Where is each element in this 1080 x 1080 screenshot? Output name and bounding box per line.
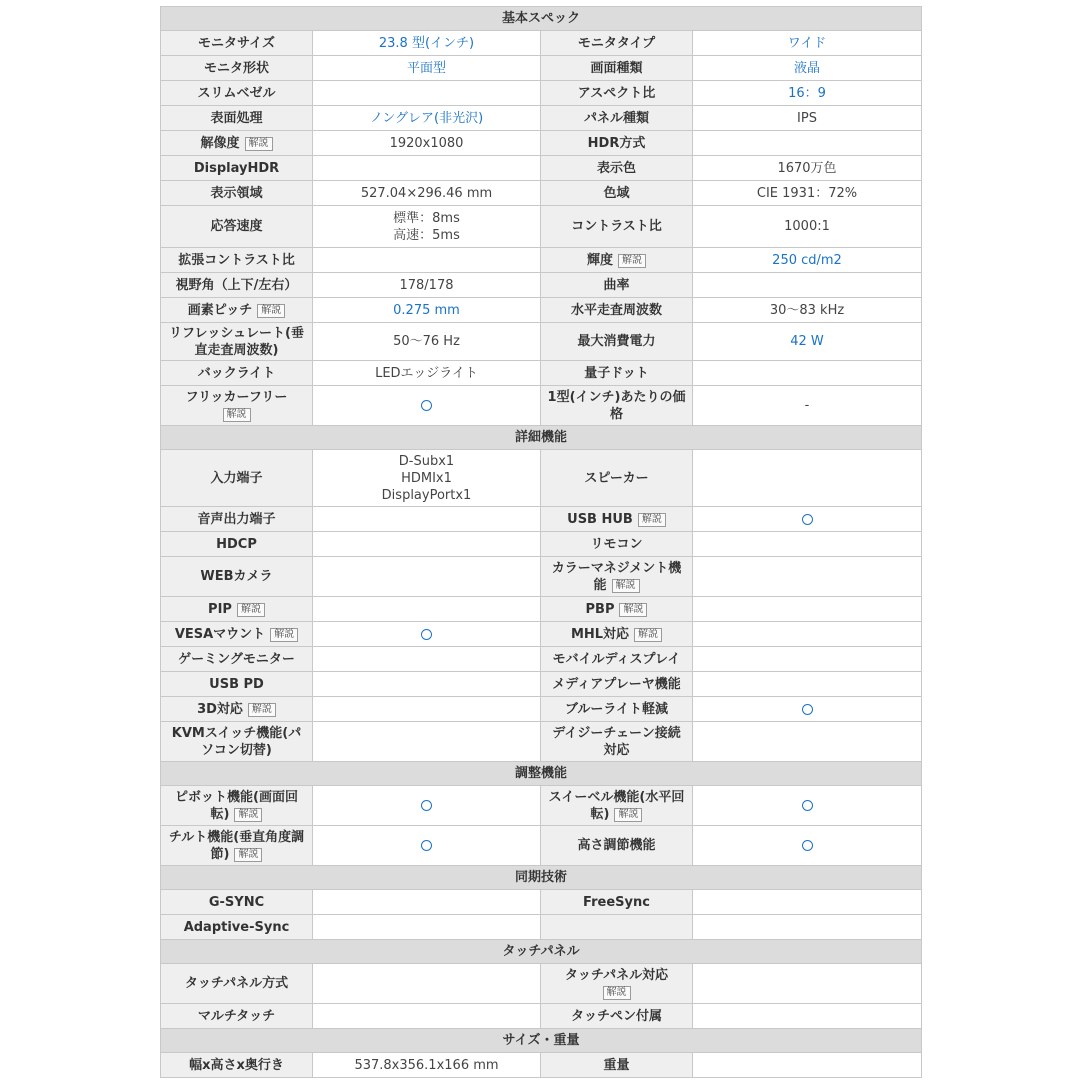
spec-row (161, 56, 922, 81)
spec-label (541, 361, 693, 386)
spec-value (313, 386, 541, 426)
spec-row (161, 622, 922, 647)
spec-label (161, 697, 313, 722)
spec-value (693, 697, 922, 722)
spec-label (161, 81, 313, 106)
spec-row (161, 672, 922, 697)
spec-label-text: 直走査周波数) (194, 342, 279, 358)
spec-label (161, 507, 313, 532)
spec-label-text: G-SYNC (208, 894, 265, 910)
spec-row (161, 890, 922, 915)
spec-label-text: タッチパネル対応 (564, 967, 669, 983)
spec-label-text: 音声出力端子 (197, 511, 276, 527)
spec-label (541, 81, 693, 106)
spec-label-text: モバイルディスプレイ (552, 651, 681, 667)
supported-circle-icon (802, 840, 813, 851)
kaisetsu-button[interactable]: 解説 (245, 137, 273, 151)
spec-value (313, 81, 541, 106)
spec-label-text: 輝度 (586, 252, 613, 268)
spec-label (541, 298, 693, 323)
spec-label-text: リモコン (590, 536, 643, 552)
supported-circle-icon (421, 400, 432, 411)
spec-row (161, 507, 922, 532)
supported-circle-icon (421, 629, 432, 640)
spec-value (313, 106, 541, 131)
spec-value (693, 532, 922, 557)
supported-circle-icon (421, 840, 432, 851)
spec-label-text: ソコン切替) (201, 742, 272, 758)
kaisetsu-button[interactable]: 解説 (270, 628, 298, 642)
spec-label (161, 323, 313, 361)
spec-label-text: WEBカメラ (200, 569, 273, 584)
spec-label-text: ブルーライト軽減 (564, 701, 669, 717)
spec-value (313, 156, 541, 181)
spec-label-text: 3D対応 (197, 701, 243, 717)
spec-label-text: 幅x高さx奥行き (189, 1057, 284, 1073)
spec-label-text: 重量 (603, 1057, 630, 1073)
spec-value (693, 386, 922, 426)
spec-table (160, 6, 922, 1078)
spec-label (161, 826, 313, 866)
spec-label (161, 386, 313, 426)
spec-label-text: 対応 (603, 742, 630, 758)
spec-value (693, 672, 922, 697)
spec-label (541, 597, 693, 622)
spec-value (693, 273, 922, 298)
spec-value (693, 31, 922, 56)
spec-value (693, 131, 922, 156)
spec-label (541, 386, 693, 426)
spec-value (693, 248, 922, 273)
spec-label-text: PIP (208, 601, 232, 617)
section-header-row (161, 940, 922, 964)
spec-label (161, 786, 313, 826)
spec-row (161, 273, 922, 298)
spec-value-text[interactable]: 0.275 mm (393, 302, 460, 318)
spec-label (541, 56, 693, 81)
spec-label (541, 181, 693, 206)
spec-label (161, 964, 313, 1004)
spec-table-body (161, 7, 922, 1078)
spec-label (161, 722, 313, 762)
spec-value (693, 81, 922, 106)
spec-value (693, 361, 922, 386)
spec-value (693, 298, 922, 323)
spec-label-text: Adaptive-Sync (183, 919, 290, 935)
spec-value (693, 181, 922, 206)
spec-label-text: 応答速度 (210, 219, 263, 234)
spec-row (161, 786, 922, 826)
spec-value-text[interactable]: 平面型 (406, 60, 446, 76)
spec-label-text: 水平走査周波数 (570, 302, 662, 318)
spec-label (541, 248, 693, 273)
spec-label-text: チルト機能(垂直角度調 (168, 829, 305, 845)
spec-value (313, 56, 541, 81)
section-title: 調整機能 (161, 762, 922, 786)
spec-label-text: マルチタッチ (197, 1008, 276, 1024)
section-header-row (161, 762, 922, 786)
spec-value-text: 50～76 Hz (393, 334, 460, 349)
kaisetsu-button[interactable]: 解説 (257, 304, 285, 318)
spec-value-text: 1670万色 (777, 160, 837, 176)
spec-label-text: HDR方式 (587, 135, 646, 151)
spec-value (313, 964, 541, 1004)
spec-value (313, 1053, 541, 1078)
spec-label-text: コントラスト比 (571, 219, 662, 234)
spec-label (541, 697, 693, 722)
spec-label-text: リフレッシュレート(垂 (168, 325, 305, 341)
spec-label (161, 647, 313, 672)
spec-label (541, 826, 693, 866)
spec-value-text[interactable]: 16：9 (788, 85, 826, 101)
spec-label-text: デイジーチェーン接続 (552, 725, 681, 741)
spec-value-text[interactable]: ノングレア(非光沢) (369, 110, 484, 126)
spec-label (161, 248, 313, 273)
spec-value (693, 964, 922, 1004)
spec-label-text: 視野角（上下/左右） (175, 277, 298, 293)
spec-value (693, 915, 922, 940)
spec-value-text: 537.8x356.1x166 mm (354, 1057, 499, 1073)
spec-label (161, 450, 313, 507)
spec-label-text: パネル種類 (583, 110, 649, 126)
spec-value (313, 557, 541, 597)
spec-label-text: 転) (210, 806, 230, 822)
spec-value (313, 622, 541, 647)
kaisetsu-button[interactable]: 解説 (619, 603, 647, 617)
spec-value (693, 890, 922, 915)
spec-label (541, 622, 693, 647)
spec-row (161, 248, 922, 273)
spec-row (161, 106, 922, 131)
spec-value-text: D-Subx1 (398, 453, 455, 469)
spec-row (161, 81, 922, 106)
spec-value (313, 298, 541, 323)
spec-label (161, 557, 313, 597)
spec-value-text: IPS (797, 110, 817, 126)
spec-label (541, 964, 693, 1004)
spec-value (313, 826, 541, 866)
spec-label-text: KVMスイッチ機能(パ (171, 725, 302, 741)
spec-label-text: 画面種類 (590, 60, 643, 76)
spec-label (541, 273, 693, 298)
spec-row (161, 131, 922, 156)
spec-label-text: 節) (210, 846, 230, 862)
spec-label-text: フリッカーフリー (185, 389, 288, 405)
spec-label (161, 206, 313, 248)
spec-row (161, 156, 922, 181)
spec-value-text: CIE 1931：72% (756, 185, 858, 201)
spec-value (313, 507, 541, 532)
spec-label (541, 915, 693, 940)
spec-label (161, 131, 313, 156)
spec-label-text: 転) (590, 806, 610, 822)
section-header-row (161, 866, 922, 890)
section-header-row (161, 426, 922, 450)
spec-row (161, 532, 922, 557)
spec-label (161, 106, 313, 131)
spec-value (313, 131, 541, 156)
spec-value (313, 532, 541, 557)
spec-row (161, 181, 922, 206)
spec-value (313, 890, 541, 915)
spec-label (161, 56, 313, 81)
spec-label-text: 色域 (603, 185, 630, 201)
supported-circle-icon (802, 514, 813, 525)
kaisetsu-button[interactable]: 解説 (234, 808, 262, 822)
spec-row (161, 647, 922, 672)
spec-label (541, 206, 693, 248)
section-title: タッチパネル (161, 940, 922, 964)
spec-value (313, 1004, 541, 1029)
spec-label-text: 表示色 (596, 160, 636, 176)
spec-label (161, 31, 313, 56)
spec-value-text: HDMIx1 (401, 470, 452, 486)
spec-label-text: 能 (593, 577, 607, 593)
spec-value (693, 597, 922, 622)
spec-value (693, 1004, 922, 1029)
spec-value (693, 622, 922, 647)
spec-label (161, 915, 313, 940)
spec-label (541, 557, 693, 597)
spec-label-text: PBP (585, 601, 615, 617)
spec-label-text: スピーカー (584, 470, 649, 486)
spec-label-text: スイーベル機能(水平回 (548, 789, 685, 805)
section-title: サイズ・重量 (161, 1029, 922, 1053)
spec-label (161, 1053, 313, 1078)
spec-label-text: スリムベゼル (197, 85, 276, 101)
spec-label (161, 532, 313, 557)
spec-value (693, 826, 922, 866)
spec-value (313, 597, 541, 622)
spec-row (161, 206, 922, 248)
spec-label-text: アスペクト比 (577, 85, 656, 101)
spec-label-text: 画素ピッチ (187, 302, 253, 318)
kaisetsu-button[interactable]: 解説 (612, 579, 640, 593)
spec-label-text: DisplayHDR (193, 160, 280, 176)
spec-label (161, 273, 313, 298)
spec-label-text: 曲率 (603, 277, 630, 293)
spec-value (693, 557, 922, 597)
spec-value-text: 1920x1080 (389, 135, 464, 151)
spec-label (541, 1053, 693, 1078)
spec-value (313, 181, 541, 206)
section-header-row (161, 1029, 922, 1053)
spec-label-text: 入力端子 (210, 470, 263, 486)
spec-label-text: ゲーミングモニター (178, 651, 295, 667)
supported-circle-icon (802, 800, 813, 811)
spec-row (161, 386, 922, 426)
spec-label-text: タッチペン付属 (570, 1008, 662, 1024)
spec-value (313, 206, 541, 248)
spec-label (161, 597, 313, 622)
spec-value (693, 647, 922, 672)
spec-value (693, 323, 922, 361)
spec-label-text: 解像度 (200, 135, 240, 151)
spec-value-text: 標準：8ms (393, 210, 460, 226)
spec-label (541, 106, 693, 131)
spec-value-text: 30～83 kHz (769, 302, 845, 318)
supported-circle-icon (802, 704, 813, 715)
section-title: 同期技術 (161, 866, 922, 890)
spec-label-text: USB PD (209, 676, 264, 692)
spec-value-text[interactable]: 42 W (790, 334, 824, 349)
kaisetsu-button[interactable]: 解説 (237, 603, 265, 617)
spec-label-text: モニタタイプ (577, 35, 656, 51)
spec-label (161, 298, 313, 323)
spec-row (161, 1004, 922, 1029)
spec-row (161, 450, 922, 507)
spec-row (161, 964, 922, 1004)
spec-label-text: 量子ドット (584, 365, 649, 381)
spec-row (161, 722, 922, 762)
spec-label-text: MHL対応 (570, 626, 630, 642)
spec-row (161, 597, 922, 622)
spec-label (541, 786, 693, 826)
spec-label-text: 拡張コントラスト比 (178, 252, 295, 268)
spec-label (161, 890, 313, 915)
spec-row (161, 361, 922, 386)
spec-label-text: モニタサイズ (198, 35, 275, 51)
spec-value-text: 527.04×296.46 mm (360, 185, 493, 201)
spec-label (541, 672, 693, 697)
spec-label (541, 31, 693, 56)
spec-label-text: VESAマウント (174, 626, 266, 642)
kaisetsu-button[interactable]: 解説 (614, 808, 642, 822)
spec-label (541, 890, 693, 915)
supported-circle-icon (421, 800, 432, 811)
kaisetsu-button[interactable]: 解説 (638, 513, 666, 527)
spec-value-text[interactable]: 液晶 (794, 60, 821, 76)
spec-label-text: 高さ調節機能 (577, 838, 656, 853)
spec-row (161, 557, 922, 597)
spec-value (313, 31, 541, 56)
section-title: 詳細機能 (161, 426, 922, 450)
spec-value-text: 高速：5ms (393, 227, 460, 243)
spec-label-text: USB HUB (567, 511, 633, 527)
spec-label (541, 647, 693, 672)
spec-value (693, 722, 922, 762)
spec-row (161, 298, 922, 323)
spec-label-text: モニタ形状 (203, 60, 269, 76)
spec-label-text: 最大消費電力 (577, 334, 656, 349)
spec-label (161, 156, 313, 181)
spec-value-text: 178/178 (399, 277, 454, 293)
spec-value (313, 323, 541, 361)
spec-value (313, 672, 541, 697)
section-title: 基本スペック (161, 7, 922, 31)
kaisetsu-button[interactable]: 解説 (223, 408, 251, 422)
spec-value (693, 56, 922, 81)
spec-value (313, 273, 541, 298)
spec-value-text: - (804, 398, 810, 413)
spec-label-text: 1型(インチ)あたりの価 (547, 389, 686, 405)
spec-value (693, 507, 922, 532)
spec-value-text: LEDエッジライト (375, 365, 478, 381)
spec-row (161, 1053, 922, 1078)
spec-row (161, 323, 922, 361)
spec-value-text[interactable]: 23.8 型(インチ) (378, 35, 475, 51)
spec-value (313, 915, 541, 940)
spec-label-text: メディアプレーヤ機能 (552, 676, 681, 692)
spec-label-text: ピボット機能(画面回 (175, 789, 298, 805)
spec-label (161, 1004, 313, 1029)
spec-value (313, 786, 541, 826)
spec-row (161, 915, 922, 940)
spec-row (161, 31, 922, 56)
spec-value (693, 156, 922, 181)
spec-label (161, 672, 313, 697)
spec-label (541, 532, 693, 557)
kaisetsu-button[interactable]: 解説 (618, 254, 646, 268)
spec-value (313, 450, 541, 507)
spec-label (541, 323, 693, 361)
spec-value (693, 450, 922, 507)
spec-label (161, 622, 313, 647)
spec-row (161, 697, 922, 722)
spec-value-text[interactable]: ワイド (787, 35, 827, 51)
spec-label-text: FreeSync (583, 894, 650, 910)
spec-label-text: バックライト (197, 365, 276, 381)
spec-label-text: 格 (609, 406, 623, 422)
spec-value (313, 647, 541, 672)
spec-label-text: 表面処理 (210, 110, 263, 126)
spec-value (313, 361, 541, 386)
spec-label-text: カラーマネジメント機 (551, 560, 682, 576)
spec-label (541, 450, 693, 507)
kaisetsu-button[interactable]: 解説 (234, 848, 262, 862)
spec-value-text: DisplayPortx1 (381, 487, 472, 503)
spec-value (313, 722, 541, 762)
spec-value (693, 1053, 922, 1078)
spec-label (541, 156, 693, 181)
spec-value (313, 697, 541, 722)
section-header-row (161, 7, 922, 31)
spec-label (541, 131, 693, 156)
spec-label-text: タッチパネル方式 (184, 976, 289, 991)
spec-value (313, 248, 541, 273)
kaisetsu-button[interactable]: 解説 (248, 703, 276, 717)
spec-value (693, 106, 922, 131)
spec-label-text: HDCP (216, 536, 257, 552)
spec-label (541, 722, 693, 762)
spec-label (541, 507, 693, 532)
kaisetsu-button[interactable]: 解説 (634, 628, 662, 642)
spec-label (161, 181, 313, 206)
kaisetsu-button[interactable]: 解説 (603, 986, 631, 1000)
spec-label (541, 1004, 693, 1029)
spec-value (693, 786, 922, 826)
spec-value (693, 206, 922, 248)
spec-row (161, 826, 922, 866)
spec-label-text: 表示領域 (210, 185, 263, 201)
spec-label (161, 361, 313, 386)
spec-value-text[interactable]: 250 cd/m2 (772, 252, 842, 268)
spec-value-text: 1000:1 (784, 219, 830, 234)
